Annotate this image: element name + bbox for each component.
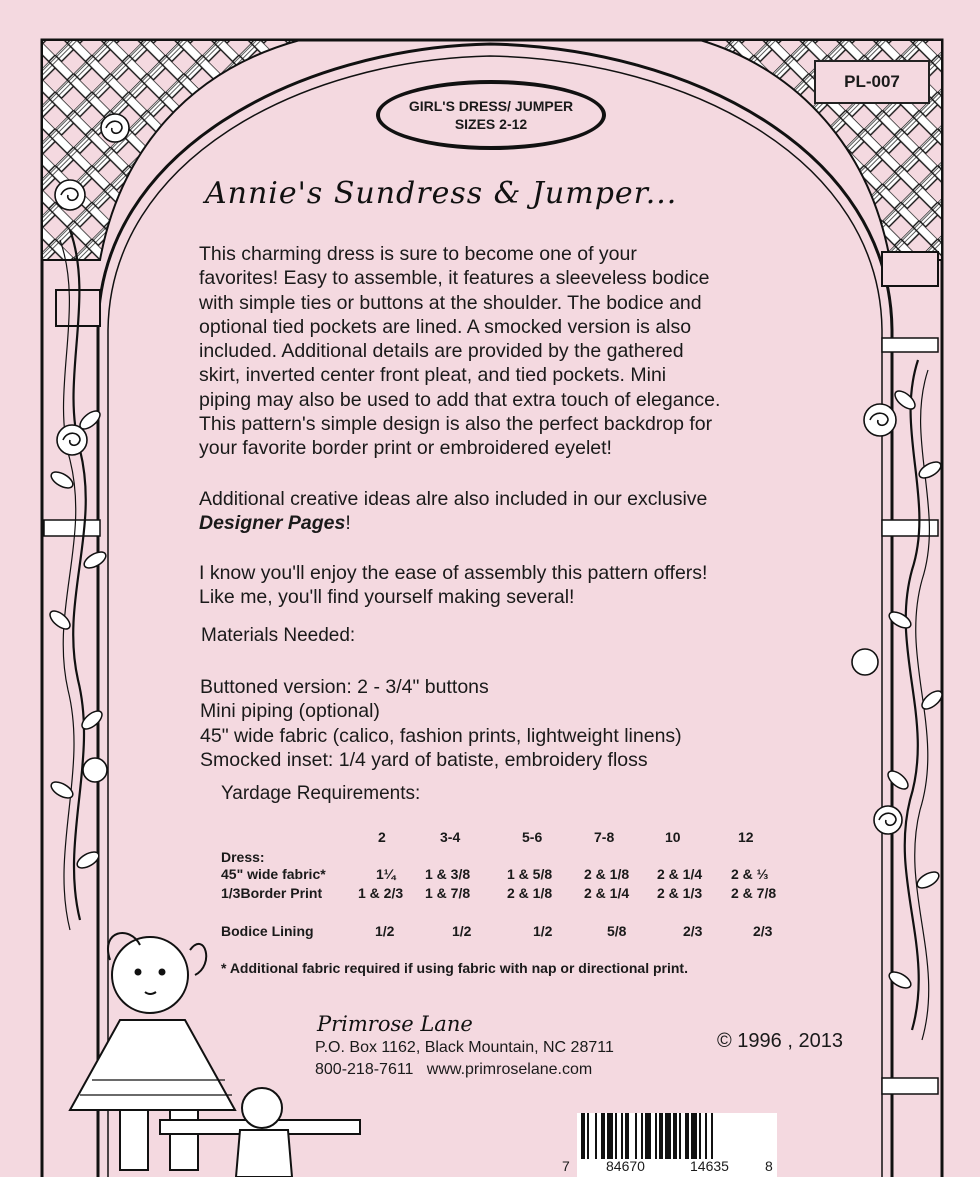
creative-ideas-paragraph <box>199 487 707 536</box>
desc-line: skirt, inverted center front pleat, and tied pockets. Mini <box>199 364 667 387</box>
table-cell: 2 & 1/3 <box>657 885 703 901</box>
pattern-title: Annie's Sundress & Jumper... <box>205 176 678 211</box>
size-col-header: 12 <box>738 829 754 845</box>
badge-line-1: GIRL'S DRESS/ JUMPER <box>408 98 574 114</box>
creative-line: Additional creative ideas alre also included in our exclusive <box>199 488 708 510</box>
barcode-digits-right: 14635 <box>690 1158 729 1174</box>
desc-line: piping may also be used to add that extra touch of elegance. <box>199 388 721 411</box>
desc-line: This charming dress is sure to become one of your <box>199 243 637 265</box>
table-cell: 2 & 7/8 <box>731 885 777 901</box>
table-cell: 1 & 2/3 <box>358 885 404 901</box>
publisher-contact <box>315 1061 592 1079</box>
table-cell: 1 & 3/8 <box>425 866 471 882</box>
pattern-code-label: PL-007 <box>814 60 930 104</box>
copyright-notice: © 1996 , 2013 <box>717 1030 843 1052</box>
table-cell: 1 & 7/8 <box>425 885 471 901</box>
dress-group-label: Dress: <box>221 849 265 865</box>
material-item: Buttoned version: 2 - 3/4" buttons <box>200 676 489 698</box>
desc-line: your favorite border print or embroidered eyelet! <box>199 437 612 460</box>
table-cell: 1/2 <box>533 923 553 939</box>
table-cell: 1 & 5/8 <box>507 866 553 882</box>
row-label: 45" wide fabric* <box>221 866 326 882</box>
closing-line: I know you'll enjoy the ease of assembly this pattern offers! <box>199 562 708 584</box>
materials-list <box>200 675 682 772</box>
table-cell: 2 & 1/4 <box>584 885 630 901</box>
designer-pages-emphasis: Designer Pages <box>199 512 346 535</box>
table-cell: 2 & ⅓ <box>731 866 769 882</box>
publisher-web: www.primroselane.com <box>426 1061 593 1078</box>
publisher-name: Primrose Lane <box>317 1012 473 1036</box>
table-cell: 5/8 <box>607 923 627 939</box>
size-badge <box>376 80 606 150</box>
closing-line: Like me, you'll find yourself making several! <box>199 586 575 609</box>
table-cell: 2 & 1/4 <box>657 866 703 882</box>
desc-line: optional tied pockets are lined. A smocked version is also <box>199 315 692 338</box>
desc-line: favorites! Easy to assemble, it features a sleeveless bodice <box>199 267 710 290</box>
description-paragraph <box>199 242 819 461</box>
material-item: Mini piping (optional) <box>200 700 380 723</box>
size-col-header: 7-8 <box>594 829 615 845</box>
barcode-digit-first: 7 <box>562 1158 570 1174</box>
table-cell: 2/3 <box>753 923 773 939</box>
size-col-header: 10 <box>665 829 681 845</box>
materials-heading: Materials Needed: <box>201 625 356 646</box>
desc-line: included. Additional details are provided by the gathered <box>199 340 684 363</box>
publisher-phone: 800-218-7611 <box>315 1061 414 1078</box>
creative-tail: ! <box>345 512 351 535</box>
yardage-heading: Yardage Requirements: <box>221 783 421 804</box>
badge-line-2: SIZES 2-12 <box>454 116 528 132</box>
table-cell: 2 & 1/8 <box>507 885 553 901</box>
barcode-digit-last: 8 <box>765 1158 773 1174</box>
desc-line: This pattern's simple design is also the perfect backdrop for <box>199 413 713 436</box>
table-cell: 1/2 <box>375 923 395 939</box>
size-col-header: 3-4 <box>440 829 461 845</box>
size-col-header: 2 <box>378 829 386 845</box>
size-col-header: 5-6 <box>522 829 543 845</box>
desc-line: with simple ties or buttons at the shoulder. The bodice and <box>199 291 702 314</box>
table-cell: 2 & 1/8 <box>584 866 630 882</box>
closing-paragraph <box>199 561 707 610</box>
publisher-address: P.O. Box 1162, Black Mountain, NC 28711 <box>315 1039 614 1056</box>
material-item: 45" wide fabric (calico, fashion prints, lightweight linens) <box>200 724 682 747</box>
barcode-digits-left: 84670 <box>606 1158 645 1174</box>
table-cell: 1¼ <box>376 866 396 882</box>
table-cell: 2/3 <box>683 923 703 939</box>
row-label: 1/3Border Print <box>221 885 323 901</box>
row-label: Bodice Lining <box>221 923 314 939</box>
material-item: Smocked inset: 1/4 yard of batiste, embroidery floss <box>200 748 648 771</box>
fabric-note: * Additional fabric required if using fabric with nap or directional print. <box>221 960 688 976</box>
table-cell: 1/2 <box>452 923 472 939</box>
